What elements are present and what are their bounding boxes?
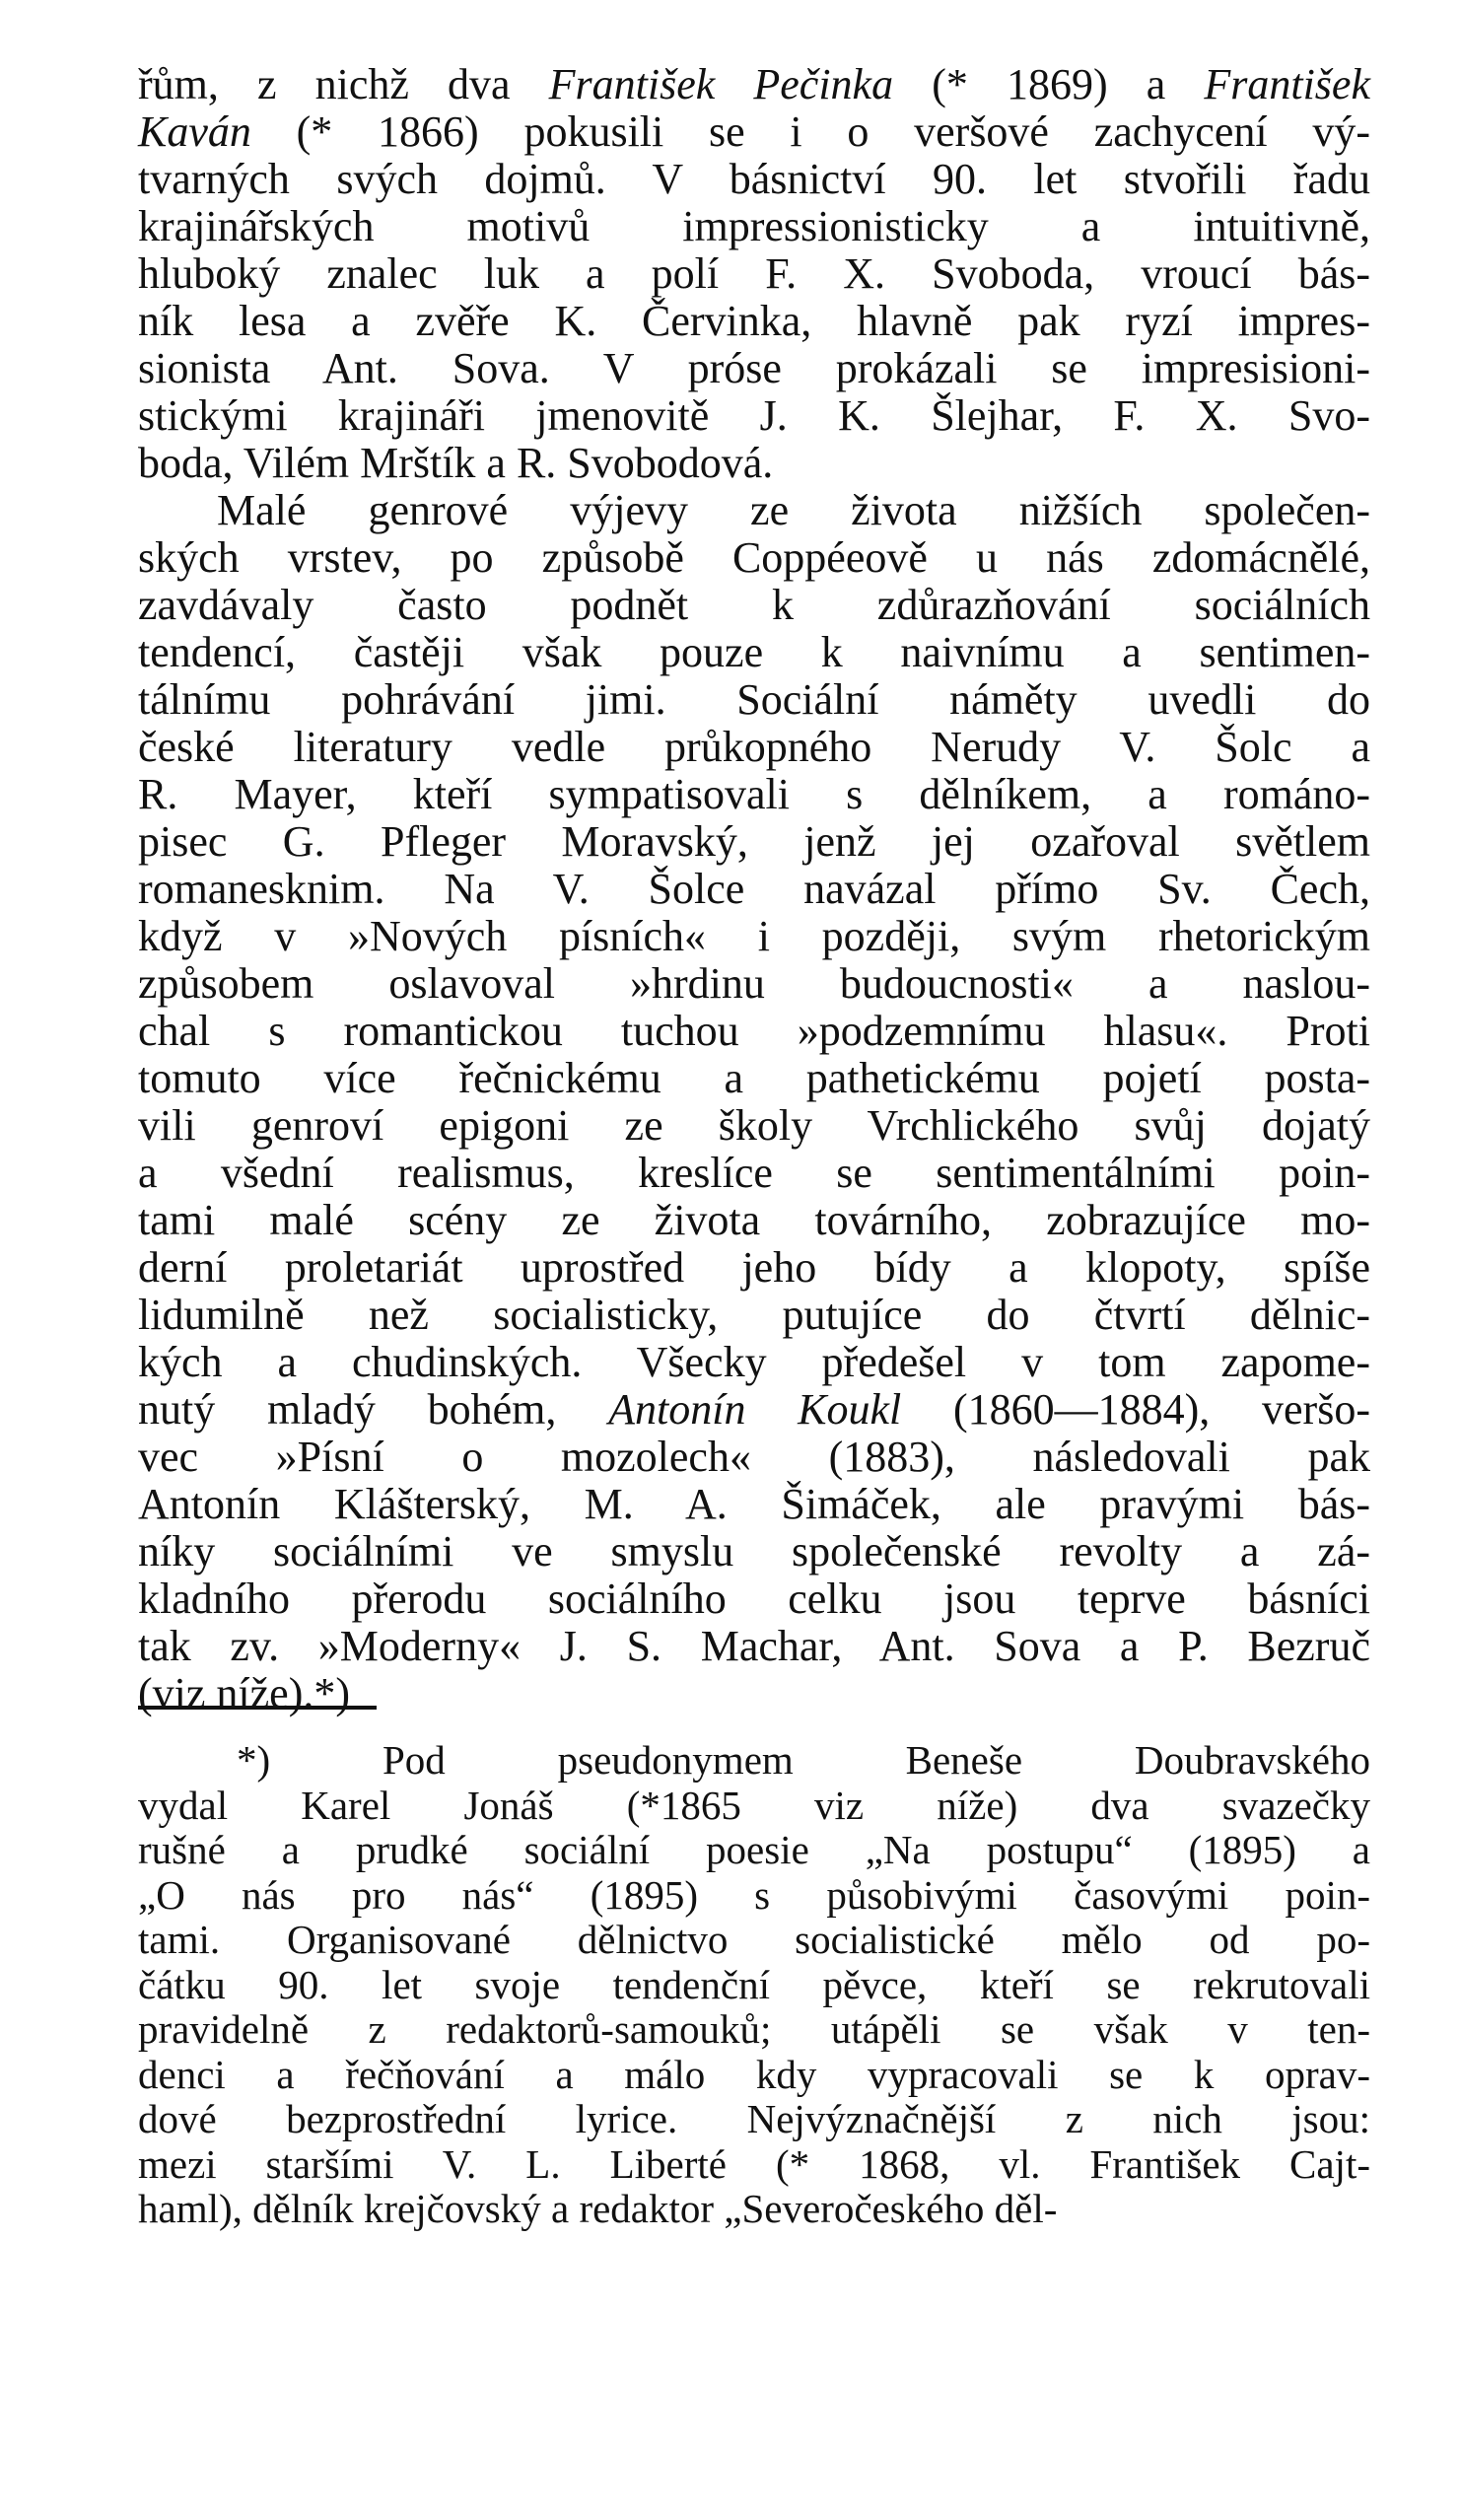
text-line: Antonín Klášterský, M. A. Šimáček, ale pravými bás- [138, 1480, 1370, 1528]
text-line: R. Mayer, kteří sympatisovali s dělníkem, a románo- [138, 770, 1370, 818]
footnote [138, 1738, 1370, 2232]
text-line: derní proletariát uprostřed jeho bídy a klopoty, spíše [138, 1243, 1370, 1292]
main-text [138, 61, 1370, 1717]
text-line: romanesknim. Na V. Šolce navázal přímo Sv. Čech, [138, 865, 1370, 913]
text-line: tálnímu pohrávání jimi. Sociální náměty uvedli do [138, 675, 1370, 724]
text-line: tak zv. »Moderny« J. S. Machar, Ant. Sova a P. Bezruč [138, 1622, 1370, 1670]
footnote-line: čátku 90. let svoje tendenční pěvce, kteří se rekrutovali [138, 1961, 1370, 2007]
footnote-line: rušné a prudké sociální poesie „Na postupu“ (1895) a [138, 1827, 1370, 1872]
text-line: a všední realismus, kreslíce se sentimentálními poin- [138, 1149, 1370, 1197]
text-line: řům, z nichž dva František Pečinka (* 1869) a František [138, 60, 1370, 108]
footnote-line: dové bezprostřední lyrice. Nejvýznačnější z nich jsou: [138, 2096, 1370, 2141]
text-line: tendencí, častěji však pouze k naivnímu a sentimen- [138, 628, 1370, 676]
text-line: chal s romantickou tuchou »podzemnímu hlasu«. Proti [138, 1007, 1370, 1055]
footnote-separator [138, 1706, 377, 1710]
footnote-line: denci a řečňování a málo kdy vypracovali se k oprav- [138, 2051, 1370, 2097]
text-line: tomuto více řečnickému a pathetickému pojetí posta- [138, 1054, 1370, 1102]
text-line: způsobem oslavoval »hrdinu budoucnosti« a naslou- [138, 959, 1370, 1008]
text-line: ník lesa a zvěře K. Červinka, hlavně pak ryzí impres- [138, 297, 1370, 345]
footnote-line: haml), dělník krejčovský a redaktor „Severočeského děl- [138, 2186, 1058, 2231]
text-line: lidumilně než socialisticky, putujíce do čtvrtí dělnic- [138, 1291, 1370, 1339]
text-line: české literatury vedle průkopného Nerudy V. Šolc a [138, 723, 1370, 771]
text-line: kých a chudinských. Všecky předešel v tom zapome- [138, 1338, 1370, 1386]
footnote-line: pravidelně z redaktorů-samouků; utápěli se však v ten- [138, 2006, 1370, 2052]
footnote-line: vydal Karel Jonáš (*1865 viz níže) dva svazečky [138, 1782, 1370, 1828]
footnote-line: „O nás pro nás“ (1895) s působivými časovými poin- [138, 1871, 1370, 1918]
footnote-line: *) Pod pseudonymem Beneše Doubravského [237, 1737, 1370, 1783]
text-line: nutý mladý bohém, Antonín Koukl (1860—1884), veršo- [138, 1385, 1370, 1434]
text-line: vec »Písní o mozolech« (1883), následovali pak [138, 1433, 1370, 1481]
text-line: níky sociálními ve smyslu společenské revolty a zá- [138, 1527, 1370, 1575]
text-line: hluboký znalec luk a polí F. X. Svoboda, vroucí bás- [138, 249, 1370, 298]
text-line: kladního přerodu sociálního celku jsou teprve básníci [138, 1575, 1370, 1623]
text-line: vili genroví epigoni ze školy Vrchlického svůj dojatý [138, 1101, 1370, 1150]
text-line: tvarných svých dojmů. V básnictví 90. let stvořili řadu [138, 155, 1370, 203]
text-line: sionista Ant. Sova. V próse prokázali se impresisioni- [138, 344, 1370, 392]
text-line: (viz níže).*) [138, 1669, 350, 1717]
text-line: ských vrstev, po způsobě Coppéeově u nás zdomácnělé, [138, 533, 1370, 582]
footnote-line: mezi staršími V. L. Liberté (* 1868, vl. František Cajt- [138, 2140, 1370, 2187]
text-line: pisec G. Pfleger Moravský, jenž jej ozařoval světlem [138, 817, 1370, 866]
text-line: když v »Nových písních« i později, svým rhetorickým [138, 912, 1370, 960]
text-line: krajinářských motivů impressionisticky a intuitivně, [138, 202, 1370, 250]
text-line: stickými krajináři jmenovitě J. K. Šlejhar, F. X. Svo- [138, 391, 1370, 440]
text-line: boda, Vilém Mrštík a R. Svobodová. [138, 439, 774, 487]
text-line: zavdávaly často podnět k zdůrazňování sociálních [138, 581, 1370, 629]
text-line: Kaván (* 1866) pokusili se i o veršové zachycení vý- [138, 107, 1370, 156]
paragraph-start-line: Malé genrové výjevy ze života nižších společen- [217, 486, 1370, 534]
text-line: tami malé scény ze života továrního, zobrazujíce mo- [138, 1196, 1370, 1244]
footnote-line: tami. Organisované dělnictvo socialistické mělo od po- [138, 1917, 1370, 1962]
